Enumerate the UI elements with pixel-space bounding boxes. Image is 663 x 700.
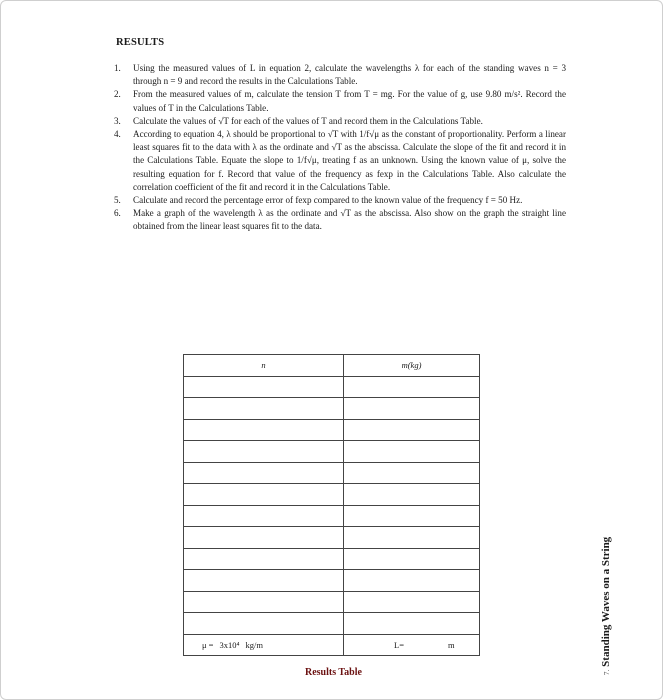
- n-cell[interactable]: [184, 527, 344, 549]
- item-number: 5.: [114, 195, 121, 206]
- table-row: [184, 505, 480, 527]
- n-cell[interactable]: [184, 591, 344, 613]
- n-cell[interactable]: [184, 419, 344, 441]
- mass-cell[interactable]: [344, 505, 480, 527]
- table-row: [184, 613, 480, 635]
- chapter-side-title: [600, 537, 612, 675]
- mu-unit: kg/m: [245, 639, 263, 650]
- length-cell[interactable]: [344, 634, 480, 656]
- instruction-item: [114, 115, 566, 128]
- mass-cell[interactable]: [344, 376, 480, 398]
- n-cell[interactable]: [184, 570, 344, 592]
- instructions-list: [114, 62, 566, 234]
- item-number: 6.: [114, 208, 121, 219]
- table-row: [184, 484, 480, 506]
- table-footer-row: [184, 634, 480, 656]
- instruction-item: [114, 62, 566, 88]
- item-text: Calculate the values of √T for each of the values of T and record them in the Calculations Table.: [133, 115, 483, 126]
- n-cell[interactable]: [184, 398, 344, 420]
- item-text: Using the measured values of L in equation 2, calculate the wavelengths λ for each of the standing waves n = 3 through n = 9 and record the results in the Calculations Table.: [133, 63, 566, 87]
- instruction-item: [114, 194, 566, 207]
- mass-cell[interactable]: [344, 548, 480, 570]
- item-number: 2.: [114, 89, 121, 100]
- n-cell[interactable]: [184, 505, 344, 527]
- column-header-mass: m(kg): [344, 355, 480, 377]
- item-text: From the measured values of m, calculate the tension T from T = mg. For the value of g, use 9.80 m/s². Record the values of T in the Calculations Table.: [133, 89, 566, 113]
- n-cell[interactable]: [184, 441, 344, 463]
- mass-cell[interactable]: [344, 591, 480, 613]
- chapter-title: Standing Waves on a String: [600, 536, 612, 667]
- mass-cell[interactable]: [344, 419, 480, 441]
- instruction-item: [114, 207, 566, 233]
- item-number: 1.: [114, 63, 121, 73]
- n-cell[interactable]: [184, 462, 344, 484]
- section-heading: RESULTS: [116, 37, 165, 48]
- mass-cell[interactable]: [344, 441, 480, 463]
- item-text: Make a graph of the wavelength λ as the ordinate and √T as the abscissa. Also show on the graph the straight line obtained from the linear least squares fit to the data.: [133, 208, 566, 232]
- mass-cell[interactable]: [344, 613, 480, 635]
- n-cell[interactable]: [184, 613, 344, 635]
- mass-cell[interactable]: [344, 570, 480, 592]
- table-row: [184, 570, 480, 592]
- n-cell[interactable]: [184, 484, 344, 506]
- mass-cell[interactable]: [344, 398, 480, 420]
- instruction-item: [114, 88, 566, 114]
- n-cell[interactable]: [184, 376, 344, 398]
- column-header-n: n: [184, 355, 344, 377]
- mass-cell[interactable]: [344, 484, 480, 506]
- results-table: [183, 354, 480, 656]
- instruction-item: [114, 128, 566, 194]
- n-cell[interactable]: [184, 548, 344, 570]
- mass-cell[interactable]: [344, 527, 480, 549]
- linear-density-cell[interactable]: [184, 634, 344, 656]
- table-row: [184, 441, 480, 463]
- table-caption: Results Table: [305, 667, 362, 678]
- table-row: [184, 398, 480, 420]
- table-row: [184, 376, 480, 398]
- table-header-row: [184, 355, 480, 377]
- item-text: According to equation 4, λ should be proportional to √T with 1/f√μ as the constant of proportionality. Perform a linear least squares fit to the data with λ as the ordinate and √T as the abscissa. Calculate the slope of the fit and record it in the Calculations Table. Equate the slope to 1/f√μ, treating f as an unknown. Using the known value of μ, solve the resulting equation for f. Record that value of the frequency as fexp in the Calculations Table. Also calculate the correlation coefficient of the fit and record it in the Calculations Table.: [133, 129, 566, 192]
- table-body: [184, 376, 480, 634]
- chapter-number: 7.: [602, 669, 611, 676]
- mass-cell[interactable]: [344, 462, 480, 484]
- length-label: L=: [394, 639, 404, 650]
- table-row: [184, 462, 480, 484]
- item-number: 3.: [114, 115, 121, 126]
- length-unit: m: [448, 639, 455, 650]
- item-number: 4.: [114, 129, 121, 140]
- mu-value: 3x10⁴: [219, 639, 240, 650]
- table-row: [184, 527, 480, 549]
- table-row: [184, 548, 480, 570]
- table-row: [184, 419, 480, 441]
- table-row: [184, 591, 480, 613]
- mu-label: μ =: [202, 639, 214, 650]
- item-text: Calculate and record the percentage error of fexp compared to the known value of the frequency f = 50 Hz.: [133, 195, 523, 206]
